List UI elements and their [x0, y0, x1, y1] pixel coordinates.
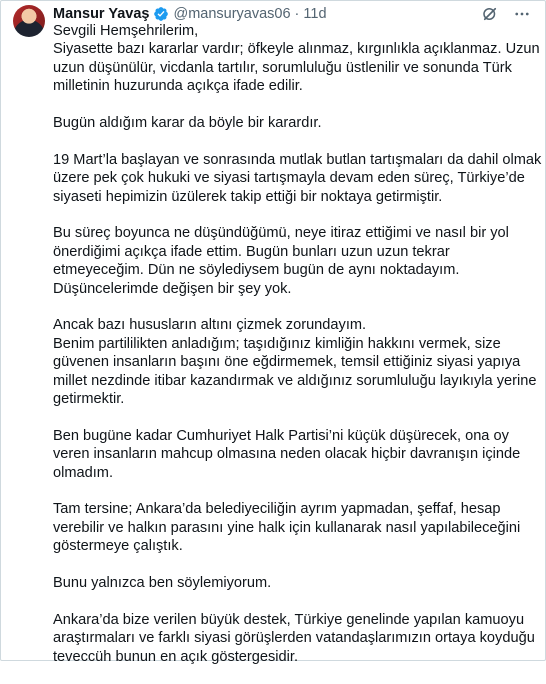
- tweet-text-line: olmadım.: [53, 464, 114, 481]
- tweet-text-line: güvenen insanların başını öne eğdirmemek, temsil ettiğiniz siyasi yapıya: [53, 354, 521, 371]
- author-handle[interactable]: @mansuryavas06: [173, 6, 291, 22]
- tweet-paragraph: [53, 427, 533, 482]
- grok-icon[interactable]: [481, 5, 499, 23]
- tweet-paragraph: [53, 574, 533, 592]
- tweet-text-line: millet nezdinde itibar kazandırmak ve aldığınız sorumluluğu layıkıyla yerine: [53, 372, 537, 389]
- tweet-text-line: Bugün aldığım karar da böyle bir karardır.: [53, 115, 322, 132]
- tweet-text-line: üzere pek çok hukuki ve siyasi tartışmayla devam eden süreç, Türkiye’de: [53, 170, 525, 187]
- tweet-text-line: getirmektir.: [53, 391, 125, 408]
- tweet-text-line: Bu süreç boyunca ne düşündüğümü, neye itiraz ettiğimi ve nasıl bir yol: [53, 225, 509, 242]
- tweet-paragraph: [53, 316, 537, 408]
- tweet-paragraph: [53, 500, 533, 555]
- more-options-icon[interactable]: [513, 5, 531, 23]
- tweet-text-line: Siyasette bazı kararlar vardır; öfkeyle alınmaz, kırgınlıkla açıklanmaz. Uzun: [53, 41, 540, 58]
- tweet-text-line: 19 Mart’la başlayan ve sonrasında mutlak butlan tartışmaları da dahil olmak: [53, 151, 542, 168]
- author-name[interactable]: Mansur Yavaş: [53, 6, 150, 22]
- tweet-text-line: Tam tersine; Ankara’da belediyeciliğin ayrım yapmadan, şeffaf, hesap: [53, 501, 501, 518]
- tweet-text-line: Düşüncelerimde değişen bir şey yok.: [53, 280, 292, 297]
- tweet-text-line: önerdiğimi açıkça ifade ettim. Bugün bunları uzun uzun tekrar: [53, 243, 450, 260]
- tweet-paragraph: [53, 22, 540, 96]
- timestamp[interactable]: 11d: [303, 6, 327, 22]
- tweet-text-line: uzun düşünülür, vicdanla tartılır, sorumluluğu üstlenilir ve sonunda Türk: [53, 59, 512, 76]
- tweet-paragraph: [53, 611, 533, 666]
- tweet-text-line: veren insanların mahcup olmasına neden olacak hiçbir davranışın içinde: [53, 446, 521, 463]
- tweet-text-line: Ankara’da bize verilen büyük destek, Türkiye genelinde yapılan kamuoyu: [53, 611, 525, 628]
- tweet-text: [53, 22, 542, 684]
- tweet-text-line: verebilir ve halkın parasını yine halk için kullanarak nasıl yapılabileceğini: [53, 519, 521, 536]
- tweet-text-line: Benim partililikten anladığım; taşıdığınız kimliğin hakkını vermek, size: [53, 335, 501, 352]
- tweet-text-line: Ben bugüne kadar Cumhuriyet Halk Partisi’ni küçük düşürecek, ona oy: [53, 427, 509, 444]
- tweet-text-line: göstermeye çalıştık.: [53, 538, 183, 555]
- tweet-text-line: Bunu yalnızca ben söylemiyorum.: [53, 575, 272, 592]
- tweet-paragraph: [53, 151, 542, 206]
- tweet-paragraph: [53, 224, 533, 298]
- tweet-paragraph: [53, 114, 533, 132]
- tweet-text-line: araştırmaları ve farklı siyasi görüşlerden vatandaşlarımızın ortaya koyduğu: [53, 630, 535, 647]
- tweet-text-line: teveccüh bunun en açık göstergesidir.: [53, 648, 299, 665]
- tweet-header: [53, 4, 531, 24]
- avatar[interactable]: [13, 5, 45, 37]
- tweet-text-line: Ancak bazı hususların altını çizmek zorundayım.: [53, 317, 367, 334]
- tweet-text-line: etmeyeceğim. Dün ne söylediysem bugün de aynı noktadayım.: [53, 262, 460, 279]
- tweet-text-line: siyaseti hepimizin üzülerek takip ettiği bir noktaya getirmiştir.: [53, 188, 443, 205]
- verified-badge-icon: [153, 6, 169, 22]
- tweet-text-line: milletinin huzurunda açıkça ifade edilir.: [53, 78, 303, 95]
- tweet-text-line: Sevgili Hemşehrilerim,: [53, 23, 199, 39]
- separator: ·: [294, 6, 300, 22]
